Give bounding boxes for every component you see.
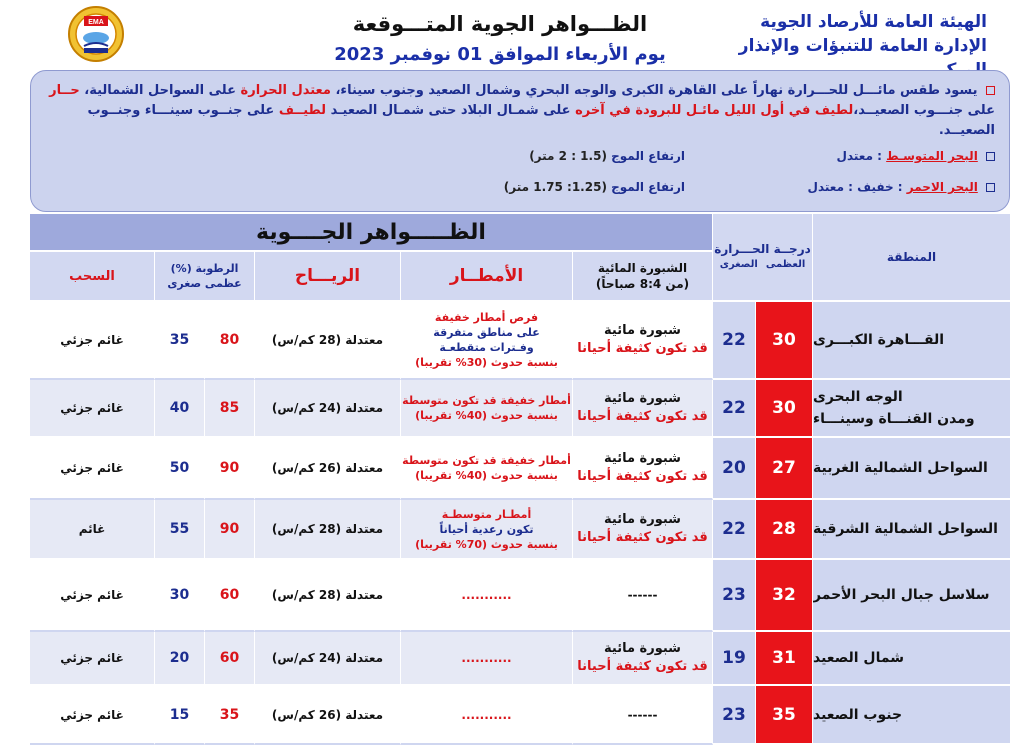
mediterranean-sea-row — [40, 149, 995, 169]
rain-text: على مناطق متفرقة — [433, 326, 540, 339]
rain-text: أمطـار متوسطـة — [441, 507, 532, 521]
summary-highlight: حــار — [49, 83, 80, 98]
fog-text: شبورة مائية — [604, 451, 681, 466]
header-temp-max: العظمى — [765, 259, 806, 270]
humidity-min-cell: 30 — [155, 560, 205, 632]
humidity-max-cell: 85 — [205, 380, 255, 438]
fog-note: قد تكون كثيفة أحيانا — [577, 469, 708, 484]
summary-part: على شمـال البلاد حتى شمـال الصعيـد — [330, 103, 571, 118]
forecast-date: يوم الأربعاء الموافق 01 نوفمبر 2023 — [334, 44, 666, 65]
summary-highlight: لطيــف — [278, 103, 327, 118]
header-temp-label: درجــة الحـــرارة — [714, 242, 811, 256]
humidity-min-cell: 15 — [155, 686, 205, 745]
cloud-cell: غائم جزئي — [30, 302, 155, 380]
header-clouds: السحب — [30, 252, 155, 302]
rain-text: أمطار خفيفة قد تكون متوسطة — [402, 394, 571, 407]
med-sea-label: البحر المتوسـط — [886, 149, 978, 163]
header-temperature — [713, 214, 813, 302]
max-temp-cell: 30 — [756, 380, 813, 438]
header-temp-min: الصغرى — [719, 259, 758, 270]
min-temp-cell: 20 — [713, 438, 756, 500]
header-region: المنطقة — [813, 214, 1011, 302]
max-temp-cell: 27 — [756, 438, 813, 500]
max-temp-cell: 35 — [756, 686, 813, 745]
region-cell — [813, 686, 1011, 745]
min-temp-cell: 22 — [713, 302, 756, 380]
red-sea-row — [40, 180, 995, 200]
fog-note: قد تكون كثيفة أحيانا — [577, 530, 708, 545]
humidity-max-cell: 60 — [205, 560, 255, 632]
fog-text: شبورة مائية — [604, 391, 681, 406]
header-wind: الريـــاح — [255, 252, 401, 302]
checkbox-bullet-icon — [986, 152, 995, 161]
min-temp-cell: 23 — [713, 560, 756, 632]
rain-cell — [401, 302, 573, 380]
region-cell — [813, 438, 1011, 500]
rain-cell — [401, 380, 573, 438]
region-name: جنوب الصعيد — [813, 706, 903, 723]
title-block — [330, 10, 670, 68]
rain-text: أمطار خفيفة قد تكون متوسطة — [402, 454, 571, 467]
fog-text: شبورة مائية — [604, 641, 681, 656]
fog-cell — [573, 686, 713, 745]
rain-text: وفـترات متقطعـة — [439, 341, 534, 354]
humidity-min-cell: 35 — [155, 302, 205, 380]
rain-text: تكون رعدية أحياناً — [439, 522, 534, 536]
humidity-min-cell: 50 — [155, 438, 205, 500]
med-wave-label: ارتفاع الموج — [611, 149, 685, 163]
region-name: الوجه البحرى — [813, 389, 903, 405]
fog-text: ------ — [627, 588, 658, 602]
min-temp-cell: 22 — [713, 380, 756, 438]
rain-cell — [401, 560, 573, 632]
checkbox-bullet-icon — [986, 183, 995, 192]
rain-cell — [401, 686, 573, 745]
min-temp-cell: 22 — [713, 500, 756, 560]
region-name-extra: ومدن القنـــاة وسينـــاء — [813, 411, 975, 427]
humidity-max-cell: 35 — [205, 686, 255, 745]
header-humidity — [155, 252, 255, 302]
max-temp-cell: 28 — [756, 500, 813, 560]
rain-text: بنسبة حدوث (40% تقريبا) — [415, 469, 558, 482]
humidity-max-cell: 90 — [205, 500, 255, 560]
humidity-min-cell: 40 — [155, 380, 205, 438]
org-department: الإدارة العامة للتنبؤات والإنذار — [738, 36, 987, 56]
forecast-table — [30, 214, 1011, 745]
fog-cell — [573, 632, 713, 686]
header-rain: الأمطــار — [401, 252, 573, 302]
med-sea-state: : معتدل — [836, 149, 882, 163]
cloud-cell: غائم جزئي — [30, 686, 155, 745]
red-sea-state: : خفيف : معتدل — [807, 180, 903, 194]
summary-part: على جنــوب سينـــاء وجنــوب الصعيــد. — [87, 103, 995, 138]
max-temp-cell: 31 — [756, 632, 813, 686]
region-cell — [813, 632, 1011, 686]
med-wave-value: (1.5 : 2 متر) — [529, 149, 607, 163]
ema-logo — [64, 4, 128, 64]
wind-cell: معتدلة (28 كم/س) — [255, 302, 401, 380]
region-name: السواحل الشمالية الغربية — [813, 460, 988, 476]
max-temp-cell: 30 — [756, 302, 813, 380]
summary-box — [30, 70, 1010, 212]
humidity-max-cell: 60 — [205, 632, 255, 686]
general-forecast-text — [40, 81, 995, 141]
region-cell — [813, 560, 1011, 632]
wind-cell: معتدلة (24 كم/س) — [255, 632, 401, 686]
max-temp-cell: 32 — [756, 560, 813, 632]
fog-note: قد تكون كثيفة أحيانا — [577, 409, 708, 424]
checkbox-bullet-icon — [986, 86, 995, 95]
header-fog-label: الشبورة المائية — [597, 261, 688, 275]
header-humidity-label: الرطوبة (%) — [170, 262, 239, 275]
wind-cell: معتدلة (26 كم/س) — [255, 686, 401, 745]
humidity-max-cell: 80 — [205, 302, 255, 380]
region-name: سلاسل جبال البحر الأحمر — [813, 587, 990, 603]
humidity-max-cell: 90 — [205, 438, 255, 500]
rain-text: ........... — [461, 707, 512, 722]
rain-text: بنسبة حدوث (70% تقريبا) — [415, 537, 558, 551]
rain-text: بنسبة حدوث (40% تقريبا) — [415, 409, 558, 422]
cloud-cell: غائم جزئي — [30, 560, 155, 632]
region-cell — [813, 380, 1011, 438]
cloud-cell: غائم جزئي — [30, 380, 155, 438]
region-cell — [813, 302, 1011, 380]
summary-part: على السواحل الشمالية، — [84, 83, 236, 98]
humidity-min-cell: 20 — [155, 632, 205, 686]
header-fog — [573, 252, 713, 302]
org-name: الهيئة العامة للأرصاد الجوية — [760, 12, 987, 32]
rain-text: بنسبة حدوث (30% تقريبا) — [415, 356, 558, 369]
header-humidity-sub: عظمى صغرى — [167, 277, 242, 290]
fog-cell — [573, 438, 713, 500]
wind-cell: معتدلة (28 كم/س) — [255, 560, 401, 632]
summary-part: يسود طقس مائـــل للحـــرارة نهاراً على القاهرة الكبرى والوجه البحري وشمال الصعيد وجنوب سيناء، — [335, 83, 978, 98]
wind-cell: معتدلة (26 كم/س) — [255, 438, 401, 500]
header-fog-time: (من 8:4 صباحاً) — [595, 277, 690, 291]
rain-text: ........... — [461, 588, 512, 602]
region-name: السواحل الشمالية الشرقية — [812, 521, 998, 537]
rain-cell — [401, 500, 573, 560]
page-title: الظـــواهر الجوية المتـــوقعة — [352, 12, 648, 36]
rain-cell — [401, 632, 573, 686]
min-temp-cell: 23 — [713, 686, 756, 745]
cloud-cell: غائم — [30, 500, 155, 560]
cloud-cell: غائم جزئي — [30, 438, 155, 500]
fog-cell — [573, 560, 713, 632]
summary-highlight: معتدل الحرارة — [240, 83, 331, 98]
rain-cell — [401, 438, 573, 500]
region-name: القـــاهرة الكبـــرى — [813, 332, 945, 348]
fog-text: شبورة مائية — [604, 512, 681, 527]
wind-cell: معتدلة (24 كم/س) — [255, 380, 401, 438]
fog-note: قد تكون كثيفة أحيانا — [577, 341, 708, 356]
fog-cell — [573, 302, 713, 380]
summary-highlight: لطيف في أول الليل مائـل للبرودة في آخره — [575, 103, 854, 118]
red-wave-label: ارتفاع الموج — [611, 180, 685, 194]
region-name: شمال الصعيد — [813, 650, 904, 666]
summary-part: على جنـــوب الصعيــد، — [853, 103, 995, 118]
rain-text: ........... — [461, 651, 512, 665]
fog-text: شبورة مائية — [604, 323, 681, 338]
rain-text: فرص أمطار خفيفة — [434, 311, 539, 324]
humidity-min-cell: 55 — [155, 500, 205, 560]
fog-text: ------ — [627, 707, 658, 722]
fog-note: قد تكون كثيفة أحيانا — [577, 659, 708, 674]
wind-cell: معتدلة (28 كم/س) — [255, 500, 401, 560]
fog-cell — [573, 380, 713, 438]
phenomena-title-band: الظـــــواهر الجــــوية — [30, 214, 713, 252]
min-temp-cell: 19 — [713, 632, 756, 686]
cloud-cell: غائم جزئي — [30, 632, 155, 686]
region-cell — [813, 500, 1011, 560]
red-sea-label: البحر الاحمر — [906, 180, 978, 194]
red-wave-value: (1.25: 1.75 متر) — [503, 180, 607, 194]
fog-cell — [573, 500, 713, 560]
logo-text: EMA — [88, 19, 104, 26]
